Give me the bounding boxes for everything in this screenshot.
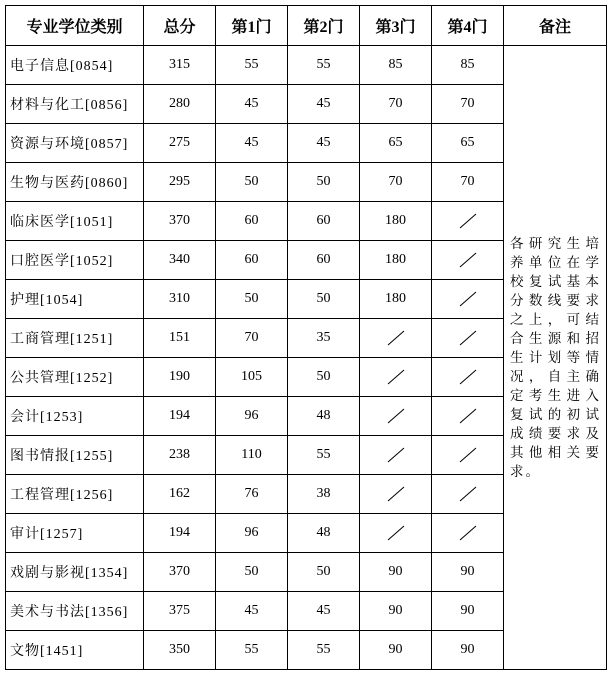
subject-score-cell: 180 [360,202,432,241]
subject-score-cell: 70 [360,163,432,202]
not-applicable-cell [360,397,432,436]
subject-score-cell: 65 [432,124,504,163]
subject-score-cell: 90 [432,631,504,670]
slash-icon [384,523,408,543]
subject-score-cell: 70 [216,319,288,358]
slash-icon [384,406,408,426]
subject-score-cell: 85 [360,46,432,85]
total-score-cell: 190 [144,358,216,397]
not-applicable-cell [360,514,432,553]
subject-score-cell: 48 [288,514,360,553]
subject-score-cell: 45 [288,85,360,124]
not-applicable-cell [432,319,504,358]
total-score-cell: 375 [144,592,216,631]
subject-score-cell: 110 [216,436,288,475]
subject-score-cell: 70 [432,85,504,124]
not-applicable-cell [432,397,504,436]
subject-score-cell: 45 [288,124,360,163]
not-applicable-cell [432,475,504,514]
subject-score-cell: 96 [216,397,288,436]
subject-score-cell: 90 [360,592,432,631]
total-score-cell: 370 [144,202,216,241]
subject-score-cell: 55 [216,631,288,670]
remark-cell: 各研究生培养单位在学校复试基本分数线要求之上，可结合生源和招生计划等情况，自主确定考生进入复试的初试成绩要求及其他相关要求。 [504,46,607,670]
subject-score-cell: 60 [216,241,288,280]
category-cell: 图书情报[1255] [6,436,144,475]
category-cell: 美术与书法[1356] [6,592,144,631]
subject-score-cell: 48 [288,397,360,436]
category-cell: 生物与医药[0860] [6,163,144,202]
category-cell: 工程管理[1256] [6,475,144,514]
not-applicable-cell [432,202,504,241]
category-cell: 电子信息[0854] [6,46,144,85]
subject-score-cell: 45 [216,592,288,631]
subject-score-cell: 105 [216,358,288,397]
subject-score-cell: 55 [288,436,360,475]
slash-icon [456,523,480,543]
total-score-cell: 194 [144,397,216,436]
subject-score-cell: 70 [360,85,432,124]
not-applicable-cell [432,514,504,553]
subject-score-cell: 90 [432,592,504,631]
slash-icon [456,484,480,504]
subject-score-cell: 50 [288,163,360,202]
subject-score-cell: 45 [288,592,360,631]
slash-icon [456,211,480,231]
subject-score-cell: 60 [216,202,288,241]
not-applicable-cell [432,280,504,319]
slash-icon [384,445,408,465]
category-cell: 戏剧与影视[1354] [6,553,144,592]
total-score-cell: 350 [144,631,216,670]
header-subject-4: 第4门 [432,6,504,46]
total-score-cell: 238 [144,436,216,475]
header-row [6,6,607,46]
subject-score-cell: 76 [216,475,288,514]
subject-score-cell: 50 [288,280,360,319]
total-score-cell: 340 [144,241,216,280]
category-cell: 审计[1257] [6,514,144,553]
total-score-cell: 280 [144,85,216,124]
category-cell: 材料与化工[0856] [6,85,144,124]
subject-score-cell: 60 [288,202,360,241]
total-score-cell: 315 [144,46,216,85]
slash-icon [384,367,408,387]
header-subject-1: 第1门 [216,6,288,46]
subject-score-cell: 90 [432,553,504,592]
header-remark: 备注 [504,6,607,46]
slash-icon [456,328,480,348]
slash-icon [456,250,480,270]
slash-icon [456,367,480,387]
score-table [5,5,607,670]
subject-score-cell: 38 [288,475,360,514]
total-score-cell: 162 [144,475,216,514]
slash-icon [384,328,408,348]
slash-icon [456,406,480,426]
subject-score-cell: 96 [216,514,288,553]
subject-score-cell: 55 [288,46,360,85]
subject-score-cell: 85 [432,46,504,85]
total-score-cell: 275 [144,124,216,163]
not-applicable-cell [432,241,504,280]
header-subject-3: 第3门 [360,6,432,46]
table-row [6,46,607,85]
slash-icon [456,289,480,309]
header-subject-2: 第2门 [288,6,360,46]
not-applicable-cell [360,358,432,397]
slash-icon [456,445,480,465]
subject-score-cell: 180 [360,280,432,319]
subject-score-cell: 50 [216,553,288,592]
total-score-cell: 310 [144,280,216,319]
subject-score-cell: 50 [288,553,360,592]
not-applicable-cell [360,475,432,514]
not-applicable-cell [360,436,432,475]
subject-score-cell: 45 [216,124,288,163]
slash-icon [384,484,408,504]
total-score-cell: 295 [144,163,216,202]
table-body [6,46,607,670]
total-score-cell: 194 [144,514,216,553]
category-cell: 口腔医学[1052] [6,241,144,280]
category-cell: 护理[1054] [6,280,144,319]
subject-score-cell: 90 [360,553,432,592]
subject-score-cell: 50 [288,358,360,397]
category-cell: 工商管理[1251] [6,319,144,358]
subject-score-cell: 55 [288,631,360,670]
subject-score-cell: 90 [360,631,432,670]
not-applicable-cell [432,358,504,397]
category-cell: 公共管理[1252] [6,358,144,397]
category-cell: 资源与环境[0857] [6,124,144,163]
subject-score-cell: 180 [360,241,432,280]
subject-score-cell: 60 [288,241,360,280]
subject-score-cell: 70 [432,163,504,202]
subject-score-cell: 50 [216,163,288,202]
subject-score-cell: 55 [216,46,288,85]
subject-score-cell: 35 [288,319,360,358]
total-score-cell: 151 [144,319,216,358]
subject-score-cell: 65 [360,124,432,163]
category-cell: 会计[1253] [6,397,144,436]
subject-score-cell: 45 [216,85,288,124]
total-score-cell: 370 [144,553,216,592]
header-total: 总分 [144,6,216,46]
subject-score-cell: 50 [216,280,288,319]
category-cell: 临床医学[1051] [6,202,144,241]
category-cell: 文物[1451] [6,631,144,670]
header-category: 专业学位类别 [6,6,144,46]
not-applicable-cell [360,319,432,358]
not-applicable-cell [432,436,504,475]
